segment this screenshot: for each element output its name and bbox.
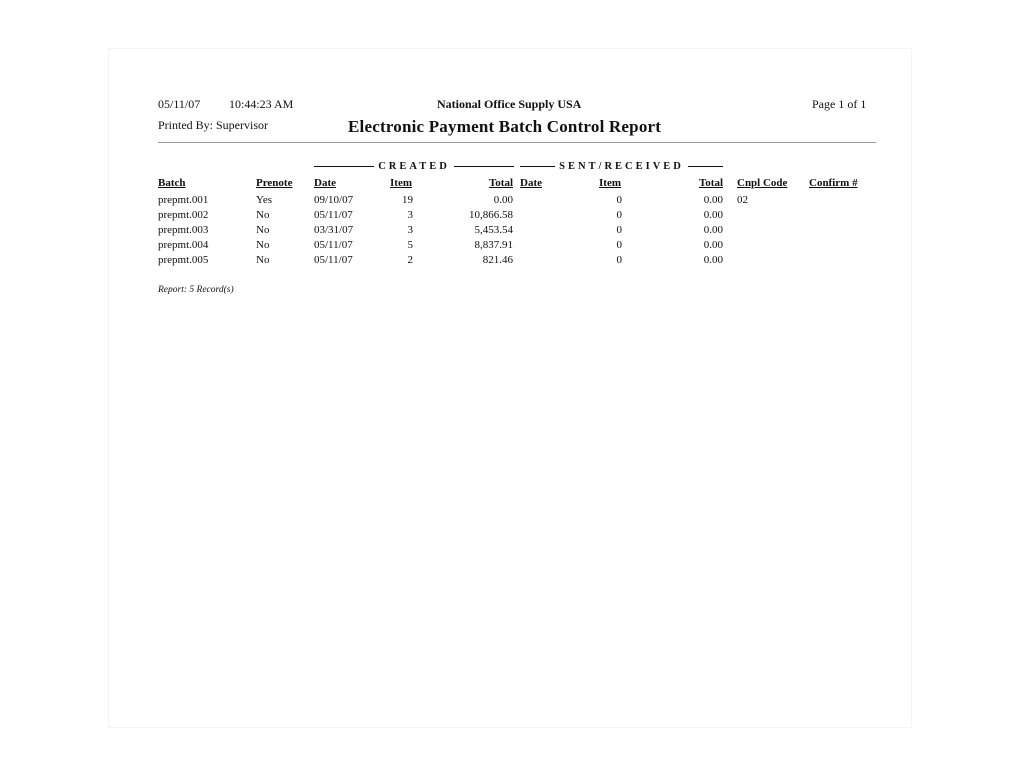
cell-sent-total: 0.00 — [703, 224, 723, 236]
cell-batch: prepmt.005 — [158, 254, 209, 266]
col-header-cnpl-code: Cnpl Code — [737, 177, 788, 189]
group-created-label: CREATED — [378, 160, 450, 172]
cell-sent-total: 0.00 — [703, 209, 723, 221]
col-header-prenote: Prenote — [256, 177, 293, 189]
cell-sent-item: 0 — [616, 254, 622, 266]
group-sent-received — [520, 160, 723, 172]
group-line — [520, 166, 555, 167]
cell-created-total: 0.00 — [493, 194, 513, 206]
header-divider — [158, 142, 876, 143]
cell-created-item: 3 — [407, 224, 413, 236]
cell-created-total: 10,866.58 — [469, 209, 513, 221]
cell-created-date: 03/31/07 — [314, 224, 354, 236]
cell-created-item: 2 — [407, 254, 413, 266]
cell-created-date: 09/10/07 — [314, 194, 354, 206]
col-header-created-total: Total — [488, 177, 513, 189]
col-header-sent-item: Item — [599, 177, 621, 189]
col-header-created-item: Item — [390, 177, 412, 189]
printed-by: Printed By: Supervisor — [158, 118, 268, 132]
cell-prenote: Yes — [256, 194, 273, 206]
cell-sent-total: 0.00 — [703, 194, 723, 206]
report-time: 10:44:23 AM — [229, 97, 294, 111]
cell-created-item: 19 — [402, 194, 413, 206]
cell-created-total: 8,837.91 — [474, 239, 513, 251]
cell-batch: prepmt.004 — [158, 239, 209, 251]
group-created — [314, 160, 514, 172]
cell-sent-total: 0.00 — [703, 254, 723, 266]
group-line — [688, 166, 723, 167]
report-date: 05/11/07 — [158, 97, 201, 111]
cell-created-item: 3 — [407, 209, 413, 221]
cell-sent-item: 0 — [616, 209, 622, 221]
group-line — [454, 166, 514, 167]
cell-created-date: 05/11/07 — [314, 239, 353, 251]
col-header-confirm: Confirm # — [809, 177, 858, 189]
group-sent-received-label: SENT/RECEIVED — [559, 160, 684, 172]
col-header-sent-total: Total — [698, 177, 723, 189]
cell-cnpl-code: 02 — [737, 194, 748, 206]
company-name: National Office Supply USA — [437, 97, 582, 111]
cell-sent-total: 0.00 — [703, 239, 723, 251]
cell-prenote: No — [256, 239, 270, 251]
cell-created-total: 5,453.54 — [474, 224, 513, 236]
cell-batch: prepmt.002 — [158, 209, 209, 221]
cell-batch: prepmt.003 — [158, 224, 209, 236]
cell-sent-item: 0 — [616, 194, 622, 206]
cell-sent-item: 0 — [616, 239, 622, 251]
cell-prenote: No — [256, 209, 270, 221]
col-header-batch: Batch — [158, 177, 186, 189]
cell-prenote: No — [256, 254, 270, 266]
cell-sent-item: 0 — [616, 224, 622, 236]
group-line — [314, 166, 374, 167]
cell-created-date: 05/11/07 — [314, 254, 353, 266]
cell-batch: prepmt.001 — [158, 194, 209, 206]
record-count: Report: 5 Record(s) — [158, 285, 234, 295]
report-title: Electronic Payment Batch Control Report — [348, 117, 662, 136]
page-number: Page 1 of 1 — [812, 97, 867, 111]
col-header-created-date: Date — [314, 177, 336, 189]
cell-created-total: 821.46 — [482, 254, 513, 266]
cell-created-item: 5 — [407, 239, 413, 251]
cell-prenote: No — [256, 224, 270, 236]
col-header-sent-date: Date — [520, 177, 542, 189]
report-page — [108, 48, 912, 728]
cell-created-date: 05/11/07 — [314, 209, 353, 221]
